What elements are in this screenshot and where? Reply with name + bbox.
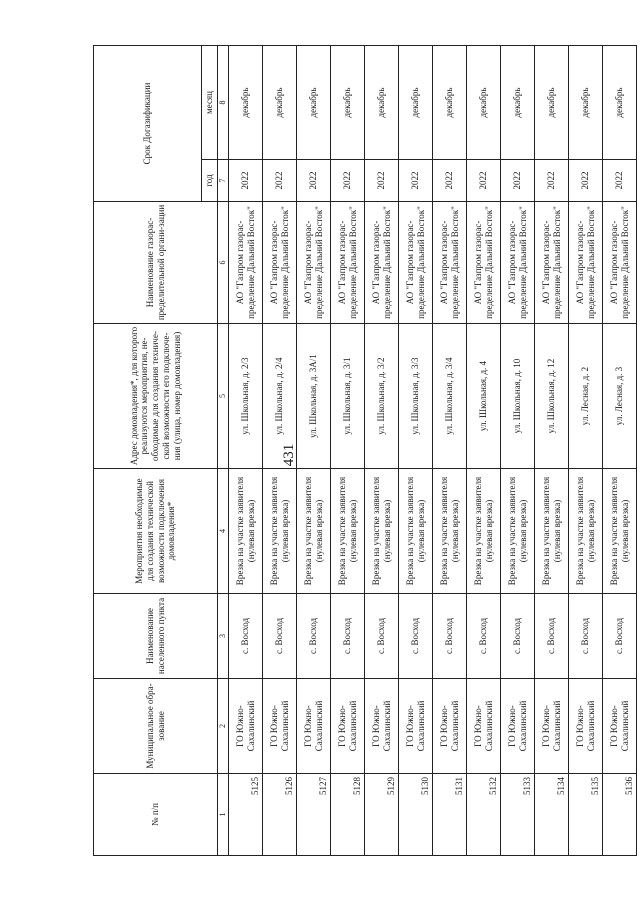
row-number: 5126 [263,774,297,856]
year-cell: 2022 [365,160,399,202]
organization-cell: АО "Газпром газорас-пределение Дальний Восток" [535,202,569,324]
month-cell: декабрь [297,46,331,160]
month-cell: декабрь [569,46,603,160]
organization-cell: АО "Газпром газорас-пределение Дальний Восток" [229,202,263,324]
header-address: Адрес домовладения*, для которого реализуются мероприятия, не-обходимые для создания техниче-ской возможности его подключе-ния (улица, номер домовладения) [94,324,218,469]
header-deadline: Срок Догазификации [94,46,202,202]
row-number: 5136 [603,774,637,856]
municipality-cell: ГО Южно-Сахалинский [263,679,297,774]
municipality-cell: ГО Южно-Сахалинский [229,679,263,774]
measures-cell: Врезка на участке заявителя (нулевая врезка) [229,469,263,594]
address-cell: ул. Школьная, д. 2/4 [263,324,297,469]
column-number: 6 [218,202,229,324]
municipality-cell: ГО Южно-Сахалинский [365,679,399,774]
measures-cell: Врезка на участке заявителя (нулевая врезка) [501,469,535,594]
table-row [399,46,433,856]
measures-cell: Врезка на участке заявителя (нулевая врезка) [297,469,331,594]
row-number: 5130 [399,774,433,856]
settlement-cell: с. Восход [297,594,331,679]
month-cell: декабрь [433,46,467,160]
municipality-cell: ГО Южно-Сахалинский [433,679,467,774]
organization-cell: АО "Газпром газорас-пределение Дальний Восток" [365,202,399,324]
header-organization: Наименование газорас-пределительной органи-зации [94,202,218,324]
address-cell: ул. Школьная, д. 3А/1 [297,324,331,469]
table-row [433,46,467,856]
measures-cell: Врезка на участке заявителя (нулевая врезка) [399,469,433,594]
settlement-cell: с. Восход [399,594,433,679]
organization-cell: АО "Газпром газорас-пределение Дальний Восток" [331,202,365,324]
municipality-cell: ГО Южно-Сахалинский [399,679,433,774]
year-cell: 2022 [501,160,535,202]
measures-cell: Врезка на участке заявителя (нулевая врезка) [603,469,637,594]
address-cell: ул. Школьная, д. 3/4 [433,324,467,469]
table-row [501,46,535,856]
header-municipality: Муниципальное обра-зование [94,679,218,774]
header-num: № п/п [94,774,218,856]
address-cell: ул. Школьная, д. 3/2 [365,324,399,469]
row-number: 5129 [365,774,399,856]
settlement-cell: с. Восход [501,594,535,679]
month-cell: декабрь [365,46,399,160]
table-row [535,46,569,856]
row-number: 5127 [297,774,331,856]
column-number: 5 [218,324,229,469]
document-table-wrapper [93,46,635,856]
settlement-cell: с. Восход [263,594,297,679]
measures-cell: Врезка на участке заявителя (нулевая врезка) [467,469,501,594]
settlement-cell: с. Восход [569,594,603,679]
page-number: 431 [281,443,297,467]
row-number: 5133 [501,774,535,856]
settlement-cell: с. Восход [535,594,569,679]
year-cell: 2022 [433,160,467,202]
organization-cell: АО "Газпром газорас-пределение Дальний Восток" [569,202,603,324]
settlement-cell: с. Восход [433,594,467,679]
organization-cell: АО "Газпром газорас-пределение Дальний Восток" [263,202,297,324]
header-year: год [202,160,218,202]
municipality-cell: ГО Южно-Сахалинский [569,679,603,774]
column-number: 8 [218,46,229,160]
measures-cell: Врезка на участке заявителя (нулевая врезка) [569,469,603,594]
row-number: 5131 [433,774,467,856]
settlement-cell: с. Восход [467,594,501,679]
month-cell: декабрь [501,46,535,160]
municipality-cell: ГО Южно-Сахалинский [467,679,501,774]
table-row [467,46,501,856]
organization-cell: АО "Газпром газорас-пределение Дальний Восток" [501,202,535,324]
address-cell: ул. Школьная, д. 12 [535,324,569,469]
month-cell: декабрь [229,46,263,160]
year-cell: 2022 [467,160,501,202]
year-cell: 2022 [229,160,263,202]
table-row [297,46,331,856]
address-cell: ул. Школьная, д. 2/3 [229,324,263,469]
organization-cell: АО "Газпром газорас-пределение Дальний Восток" [297,202,331,324]
month-cell: декабрь [399,46,433,160]
table-row [229,46,263,856]
row-number: 5128 [331,774,365,856]
column-number: 7 [218,160,229,202]
municipality-cell: ГО Южно-Сахалинский [603,679,637,774]
header-row [94,46,202,856]
measures-cell: Врезка на участке заявителя (нулевая врезка) [263,469,297,594]
month-cell: декабрь [467,46,501,160]
municipality-cell: ГО Южно-Сахалинский [535,679,569,774]
column-number: 1 [218,774,229,856]
month-cell: декабрь [331,46,365,160]
organization-cell: АО "Газпром газорас-пределение Дальний Восток" [467,202,501,324]
header-settlement: Наименование населенного пункта [94,594,218,679]
organization-cell: АО "Газпром газорас-пределение Дальний Восток" [603,202,637,324]
organization-cell: АО "Газпром газорас-пределение Дальний Восток" [399,202,433,324]
measures-cell: Врезка на участке заявителя (нулевая врезка) [535,469,569,594]
year-cell: 2022 [297,160,331,202]
address-cell: ул. Школьная, д. 3/3 [399,324,433,469]
year-cell: 2022 [535,160,569,202]
year-cell: 2022 [399,160,433,202]
address-cell: ул. Школьная, д. 3/1 [331,324,365,469]
row-number: 5125 [229,774,263,856]
row-number: 5132 [467,774,501,856]
year-cell: 2022 [331,160,365,202]
year-cell: 2022 [603,160,637,202]
address-cell: ул. Школьная, д. 4 [467,324,501,469]
header-month: месяц [202,46,218,160]
row-number: 5135 [569,774,603,856]
table-row [569,46,603,856]
address-cell: ул. Школьная, д. 10 [501,324,535,469]
column-number-row [218,46,229,856]
municipality-cell: ГО Южно-Сахалинский [297,679,331,774]
address-cell: ул. Лесная, д. 2 [569,324,603,469]
table-row [331,46,365,856]
gasification-table [93,45,637,856]
measures-cell: Врезка на участке заявителя (нулевая врезка) [365,469,399,594]
settlement-cell: с. Восход [603,594,637,679]
measures-cell: Врезка на участке заявителя (нулевая врезка) [433,469,467,594]
municipality-cell: ГО Южно-Сахалинский [501,679,535,774]
address-cell: ул. Лесная, д. 3 [603,324,637,469]
row-number: 5134 [535,774,569,856]
settlement-cell: с. Восход [229,594,263,679]
year-cell: 2022 [569,160,603,202]
settlement-cell: с. Восход [365,594,399,679]
table-row [603,46,637,856]
month-cell: декабрь [603,46,637,160]
year-cell: 2022 [263,160,297,202]
settlement-cell: с. Восход [331,594,365,679]
column-number: 2 [218,679,229,774]
table-row [263,46,297,856]
table-row [365,46,399,856]
month-cell: декабрь [535,46,569,160]
month-cell: декабрь [263,46,297,160]
measures-cell: Врезка на участке заявителя (нулевая врезка) [331,469,365,594]
organization-cell: АО "Газпром газорас-пределение Дальний Восток" [433,202,467,324]
header-measures: Мероприятия необходимые для создания технической возможности подключения домовладения* [94,469,218,594]
municipality-cell: ГО Южно-Сахалинский [331,679,365,774]
column-number: 3 [218,594,229,679]
column-number: 4 [218,469,229,594]
